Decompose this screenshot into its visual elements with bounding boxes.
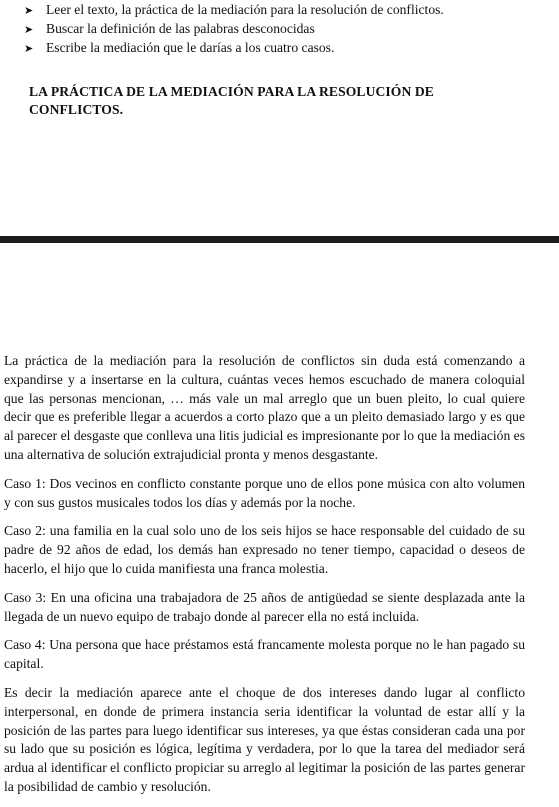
instruction-list [24,1,544,58]
instruction-text: Leer el texto, la práctica de la mediación para la resolución de conflictos. [46,2,444,17]
case-3-paragraph: Caso 3: En una oficina una trabajadora de 25 años de antigüedad se siente desplazada ante la llegada de un nuevo equipo de trabajo donde al parecer ella no está incluida. [4,589,525,624]
intro-paragraph: La práctica de la mediación para la resolución de conflictos sin duda está comenzando a expandirse y a insertarse en la cultura, cuántas veces hemos escuchado de manera coloquial que las personas mencionan, … más vale un mal arreglo que un buen pleito, lo cual quiere decir que es preferible llegar a acuerdos a corto plazo que a un pleito demasiado largo y es que al parecer el desgaste que conlleva una litis judicial es impresionante por lo que la mediación es una alternativa de solución extrajudicial pronta y menos desgastante. [4,353,525,462]
arrow-bullet-icon: ➤ [24,43,34,55]
page-divider [0,236,559,243]
arrow-bullet-icon: ➤ [24,24,34,36]
conclusion-paragraph: Es decir la mediación aparece ante el choque de dos intereses dando lugar al conflicto interpersonal, en donde de primera instancia seria identificar la voluntad de estar allí y la posición de las partes para luego identificar sus intereses, ya que éstas consideran cada una por su lado que su posición es lógica, legítima y verdadera, por lo que la tarea del mediador será ardua al identificar el conflicto propiciar su arreglo al legitimar la posición de las partes generar la posibilidad de cambio y resolución. [4,684,525,794]
case-2-paragraph: Caso 2: una familia en la cual solo uno de los seis hijos se hace responsable del cuidado de su padre de 92 años de edad, los demás han expresado no tener tiempo, capacidad o deseos de hacerlo, el hijo que lo cuida manifiesta una franca molestia. [4,523,525,576]
case-1-paragraph: Caso 1: Dos vecinos en conflicto constante porque uno de ellos pone música con alto volumen y con sus gustos musicales todos los días y además por la noche. [4,475,525,510]
instruction-item [24,39,544,58]
document-heading: LA PRÁCTICA DE LA MEDIACIÓN PARA LA RESOLUCIÓN DE CONFLICTOS. [29,84,434,117]
case-4-paragraph: Caso 4: Una persona que hace préstamos está francamente molesta porque no le han pagado su capital. [4,637,525,672]
instruction-text: Buscar la definición de las palabras desconocidas [46,21,315,36]
instruction-text: Escribe la mediación que le darías a los cuatro casos. [46,40,335,55]
instruction-item [24,20,544,39]
arrow-bullet-icon: ➤ [24,5,34,17]
instruction-item [24,1,544,20]
document-body [4,352,525,807]
